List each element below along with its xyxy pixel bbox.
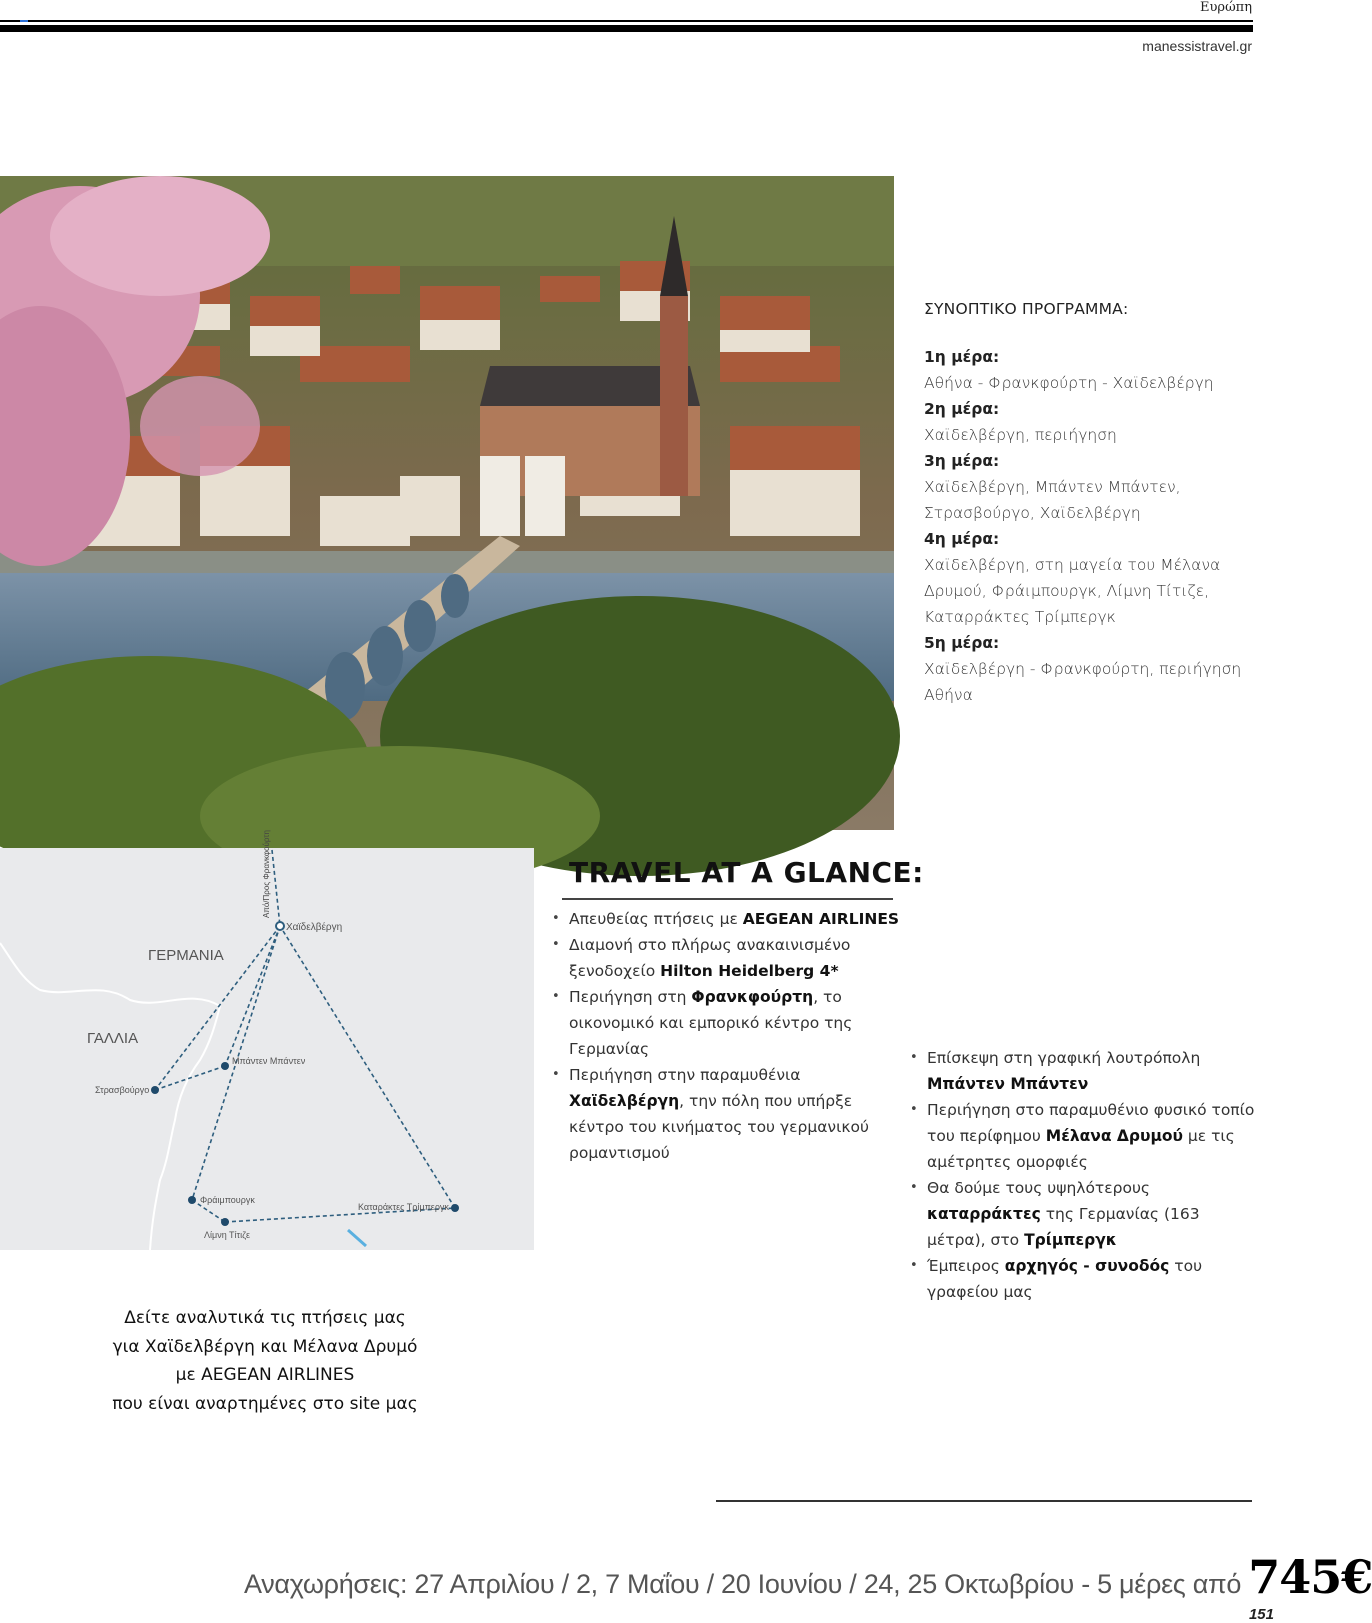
list-item: • Απευθείας πτήσεις με AEGEAN AIRLINES	[550, 906, 900, 932]
map-frankfurt-label: Από/Προς Φρανκφούρτη	[262, 830, 271, 918]
route-map	[0, 830, 534, 1250]
day-3-text: Χαϊδελβέργη, Μπάντεν Μπάντεν, Στρασβούργο, Χαϊδελβέργη	[924, 478, 1181, 522]
list-item: • Περιήγηση στη Φρανκφούρτη, το οικονομικό και εμπορικό κέντρο της Γερμανίας	[550, 984, 900, 1062]
list-item: • Περιήγηση στο παραμυθένιο φυσικό τοπίο του περίφημου Μέλανα Δρυμού με τις αμέτρητες ομορφιές	[908, 1097, 1258, 1175]
list-item: • Περιήγηση στην παραμυθένια Χαϊδελβέργη, την πόλη που υπήρξε κέντρο του κινήματος του γερμανικού ρομαντισμού	[550, 1062, 900, 1166]
day-4-text: Χαϊδελβέργη, στη μαγεία του Μέλανα Δρυμού, Φράιμπουργκ, Λίμνη Τίτιζε, Καταρράκτες Τρίμπεργκ	[924, 556, 1221, 626]
list-item: • Επίσκεψη στη γραφική λουτρόπολη Μπάντεν Μπάντεν	[908, 1045, 1258, 1097]
price: 745€	[1248, 1550, 1372, 1604]
departures-text: Αναχωρήσεις: 27 Απριλίου / 2, 7 Μαΐου / 20 Ιουνίου / 24, 25 Οκτωβρίου - 5 μέρες από	[244, 1569, 1249, 1599]
note-line-1: Δείτε αναλυτικά τις πτήσεις μας	[124, 1308, 406, 1328]
list-item: • Θα δούμε τους υψηλότερους καταρράκτες της Γερμανίας (163 μέτρα), στο Τρίμπεργκ	[908, 1175, 1258, 1253]
header-rule-thin	[0, 20, 1253, 22]
day-2-text: Χαϊδελβέργη, περιήγηση	[924, 426, 1117, 444]
glance-rule	[562, 898, 893, 900]
list-item: • Διαμονή στο πλήρως ανακαινισμένο ξενοδοχείο Hilton Heidelberg 4*	[550, 932, 900, 984]
map-label-strasbourg: Στρασβούργο	[95, 1085, 150, 1095]
page-number: 151	[1248, 1606, 1274, 1623]
price-rule	[716, 1500, 1252, 1502]
map-label-freiburg: Φράιμπουργκ	[200, 1195, 255, 1205]
day-3-label: 3η μέρα:	[924, 452, 1000, 470]
map-label-titisee: Λίμνη Τίτιζε	[204, 1230, 251, 1240]
note-line-4: που είναι αναρτημένες στο site μας	[112, 1393, 418, 1414]
day-5-text: Χαϊδελβέργη - Φρανκφούρτη, περιήγηση Αθήνα	[924, 660, 1242, 704]
departures-line	[244, 1550, 1372, 1604]
note-line-2: για Χαϊδελβέργη και Μέλανα Δρυμό	[112, 1336, 418, 1357]
day-4-label: 4η μέρα:	[924, 530, 1000, 548]
day-5-label: 5η μέρα:	[924, 634, 1000, 652]
map-label-triberg: Καταράκτες Τρίμπεργκ	[358, 1202, 449, 1212]
blue-mark	[20, 20, 28, 22]
flights-note	[100, 1304, 430, 1418]
program-title: ΣΥΝΟΠΤΙΚΟ ΠΡΟΓΡΑΜΜΑ:	[924, 300, 1129, 318]
map-label-baden: Μπάντεν Μπάντεν	[232, 1056, 306, 1066]
glance-title: TRAVEL AT A GLANCE:	[569, 856, 924, 889]
list-item: • Έμπειρος αρχηγός - συνοδός του γραφείου μας	[908, 1253, 1258, 1305]
site-url[interactable]: manessistravel.gr	[1142, 38, 1252, 54]
note-line-3: με AEGEAN AIRLINES	[175, 1365, 355, 1385]
program-summary	[924, 296, 1264, 708]
glance-list-right	[908, 1045, 1258, 1305]
glance-list-left	[550, 906, 900, 1166]
map-country-france: ΓΑΛΛΙΑ	[87, 1030, 139, 1047]
day-1-text: Αθήνα - Φρανκφούρτη - Χαϊδελβέργη	[924, 374, 1214, 392]
map-label-heidelberg: Χαϊδελβέργη	[286, 922, 343, 933]
map-country-germany: ΓΕΡΜΑΝΙΑ	[148, 947, 224, 964]
heidelberg-photo	[0, 176, 894, 830]
header-rule-thick	[0, 25, 1253, 32]
day-1-label: 1η μέρα:	[924, 348, 1000, 366]
day-2-label: 2η μέρα:	[924, 400, 1000, 418]
section-tag: Ευρώπη	[1200, 0, 1252, 15]
